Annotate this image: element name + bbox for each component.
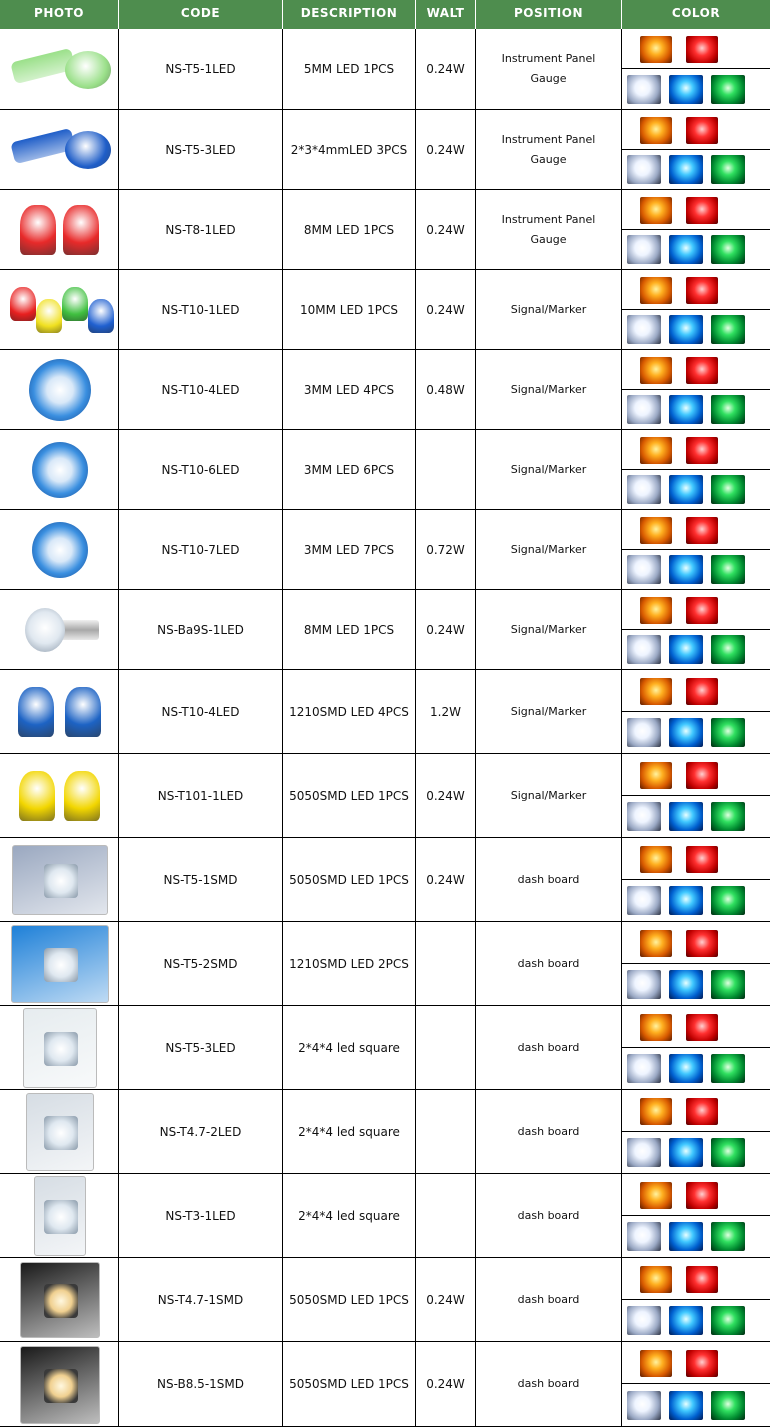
- description-cell: 3MM LED 6PCS: [283, 430, 416, 509]
- blue-led-swatch-icon: [669, 315, 703, 344]
- position-cell: Signal/Marker: [476, 754, 622, 837]
- walt-cell: 0.24W: [416, 590, 476, 669]
- position-cell: Instrument Panel Gauge: [476, 110, 622, 189]
- photo-cell: [0, 1006, 119, 1089]
- color-swatch-row-bottom: [622, 880, 770, 921]
- red-led-swatch-icon: [686, 597, 718, 624]
- bulb-shape: [32, 522, 88, 578]
- white-led-swatch-icon: [627, 155, 661, 184]
- white-led-swatch-icon: [627, 315, 661, 344]
- code-cell: NS-B8.5-1SMD: [119, 1342, 283, 1426]
- table-row: [0, 1342, 770, 1427]
- amber-led-swatch-icon: [640, 678, 672, 705]
- walt-cell: [416, 1090, 476, 1173]
- bulb-shape: [44, 1369, 78, 1403]
- red-led-swatch-icon: [686, 197, 718, 224]
- green-led-swatch-icon: [711, 635, 745, 664]
- photo-cell: [0, 1342, 119, 1426]
- red-led-swatch-icon: [686, 930, 718, 957]
- table-row: [0, 670, 770, 754]
- bulb-shape: [44, 864, 78, 898]
- red-led-swatch-icon: [686, 36, 718, 63]
- color-swatch-row-top: [622, 670, 770, 712]
- table-row: [0, 754, 770, 838]
- photo-cell: [0, 754, 119, 837]
- description-cell: 5050SMD LED 1PCS: [283, 754, 416, 837]
- table-row: [0, 1174, 770, 1258]
- color-swatch-row-top: [622, 510, 770, 550]
- table-header: [0, 0, 770, 29]
- green-led-swatch-icon: [711, 555, 745, 584]
- red-led-swatch-icon: [686, 117, 718, 144]
- red-led-swatch-icon: [686, 1014, 718, 1041]
- bulb-shape: [10, 287, 36, 321]
- table-row: [0, 1090, 770, 1174]
- bulb-shape: [44, 948, 78, 982]
- code-cell: NS-T5-1LED: [119, 29, 283, 109]
- table-row: [0, 590, 770, 670]
- walt-cell: [416, 1006, 476, 1089]
- red-led-swatch-icon: [686, 1350, 718, 1377]
- color-cell: [622, 190, 770, 269]
- green-led-swatch-icon: [711, 395, 745, 424]
- blue-led-swatch-icon: [669, 555, 703, 584]
- description-cell: 3MM LED 4PCS: [283, 350, 416, 429]
- white-led-swatch-icon: [627, 1222, 661, 1251]
- bulb-shape: [44, 1200, 78, 1234]
- photo-cell: [0, 270, 119, 349]
- t4.7-led-bulb-icon: [26, 1093, 94, 1171]
- white-led-swatch-icon: [627, 802, 661, 831]
- description-cell: 5050SMD LED 1PCS: [283, 1342, 416, 1426]
- t5-smd-bulb-icon: [12, 845, 108, 915]
- table-row: [0, 190, 770, 270]
- color-cell: [622, 1258, 770, 1341]
- color-cell: [622, 270, 770, 349]
- header-description: DESCRIPTION: [283, 0, 416, 29]
- bulb-shape: [20, 205, 56, 255]
- color-swatch-row-bottom: [622, 310, 770, 349]
- photo-cell: [0, 110, 119, 189]
- red-led-swatch-icon: [686, 357, 718, 384]
- walt-cell: [416, 430, 476, 509]
- photo-cell: [0, 1174, 119, 1257]
- color-cell: [622, 670, 770, 753]
- color-cell: [622, 1342, 770, 1426]
- amber-led-swatch-icon: [640, 930, 672, 957]
- color-cell: [622, 1090, 770, 1173]
- green-led-swatch-icon: [711, 1391, 745, 1420]
- amber-led-swatch-icon: [640, 357, 672, 384]
- red-led-swatch-icon: [686, 1098, 718, 1125]
- bulb-shape: [62, 287, 88, 321]
- color-swatch-row-bottom: [622, 470, 770, 509]
- white-led-swatch-icon: [627, 718, 661, 747]
- green-led-swatch-icon: [711, 1054, 745, 1083]
- b8.5-smd-bulb-icon: [20, 1346, 100, 1424]
- green-led-swatch-icon: [711, 802, 745, 831]
- position-cell: Signal/Marker: [476, 510, 622, 589]
- color-swatch-row-top: [622, 270, 770, 310]
- code-cell: NS-T4.7-1SMD: [119, 1258, 283, 1341]
- color-cell: [622, 754, 770, 837]
- red-led-swatch-icon: [686, 762, 718, 789]
- code-cell: NS-T5-2SMD: [119, 922, 283, 1005]
- color-swatch-row-bottom: [622, 150, 770, 189]
- description-cell: 5050SMD LED 1PCS: [283, 1258, 416, 1341]
- bulb-shape: [88, 299, 114, 333]
- bulb-shape: [44, 1032, 78, 1066]
- position-cell: dash board: [476, 1258, 622, 1341]
- table-row: [0, 29, 770, 110]
- red-led-swatch-icon: [686, 678, 718, 705]
- code-cell: NS-T10-7LED: [119, 510, 283, 589]
- blue-led-swatch-icon: [669, 395, 703, 424]
- blue-smd-bulbs-icon: [6, 679, 114, 745]
- amber-led-swatch-icon: [640, 1266, 672, 1293]
- blue-led-swatch-icon: [669, 75, 703, 104]
- color-swatch-row-top: [622, 1342, 770, 1384]
- table-row: [0, 430, 770, 510]
- walt-cell: [416, 1174, 476, 1257]
- photo-cell: [0, 838, 119, 921]
- description-cell: 8MM LED 1PCS: [283, 190, 416, 269]
- photo-cell: [0, 590, 119, 669]
- white-led-swatch-icon: [627, 635, 661, 664]
- walt-cell: 0.48W: [416, 350, 476, 429]
- table-row: [0, 270, 770, 350]
- table-row: [0, 838, 770, 922]
- position-cell: Signal/Marker: [476, 590, 622, 669]
- blue-led-swatch-icon: [669, 802, 703, 831]
- color-swatch-row-bottom: [622, 1132, 770, 1173]
- color-swatch-row-top: [622, 110, 770, 150]
- color-swatch-row-bottom: [622, 630, 770, 669]
- color-swatch-row-top: [622, 754, 770, 796]
- code-cell: NS-T5-1SMD: [119, 838, 283, 921]
- bulb-shape: [25, 608, 65, 652]
- walt-cell: 0.24W: [416, 29, 476, 109]
- green-led-swatch-icon: [711, 75, 745, 104]
- description-cell: 2*4*4 led square: [283, 1006, 416, 1089]
- black-base-smd-bulb-icon: [20, 1262, 100, 1338]
- amber-led-swatch-icon: [640, 597, 672, 624]
- color-swatch-row-top: [622, 922, 770, 964]
- red-led-swatch-icon: [686, 1266, 718, 1293]
- blue-led-swatch-icon: [669, 635, 703, 664]
- position-cell: Signal/Marker: [476, 670, 622, 753]
- white-led-swatch-icon: [627, 1138, 661, 1167]
- photo-cell: [0, 29, 119, 109]
- amber-led-swatch-icon: [640, 762, 672, 789]
- color-swatch-row-bottom: [622, 69, 770, 109]
- color-cell: [622, 110, 770, 189]
- code-cell: NS-T10-4LED: [119, 670, 283, 753]
- blue-led-swatch-icon: [669, 1306, 703, 1335]
- description-cell: 2*4*4 led square: [283, 1174, 416, 1257]
- photo-cell: [0, 510, 119, 589]
- bulb-shape: [64, 771, 100, 821]
- blue-led-swatch-icon: [669, 1054, 703, 1083]
- amber-led-swatch-icon: [640, 197, 672, 224]
- color-swatch-row-top: [622, 190, 770, 230]
- code-cell: NS-T5-3LED: [119, 1006, 283, 1089]
- position-cell: dash board: [476, 838, 622, 921]
- white-led-swatch-icon: [627, 970, 661, 999]
- position-cell: Signal/Marker: [476, 350, 622, 429]
- color-swatch-row-bottom: [622, 964, 770, 1005]
- walt-cell: 0.24W: [416, 1258, 476, 1341]
- white-led-swatch-icon: [627, 1054, 661, 1083]
- bulb-shape: [63, 205, 99, 255]
- color-swatch-row-bottom: [622, 1216, 770, 1257]
- photo-cell: [0, 1258, 119, 1341]
- red-white-wedge-bulbs-icon: [12, 195, 108, 265]
- position-cell: dash board: [476, 1006, 622, 1089]
- bulb-shape: [36, 299, 62, 333]
- bulb-base: [59, 620, 99, 640]
- color-cell: [622, 29, 770, 109]
- walt-cell: 0.24W: [416, 270, 476, 349]
- bulb-shape: [29, 359, 91, 421]
- amber-led-swatch-icon: [640, 36, 672, 63]
- header-color: COLOR: [671, 6, 721, 20]
- green-led-swatch-icon: [711, 475, 745, 504]
- color-swatch-row-bottom: [622, 230, 770, 269]
- amber-led-swatch-icon: [640, 117, 672, 144]
- red-led-swatch-icon: [686, 437, 718, 464]
- color-cell: [622, 1174, 770, 1257]
- code-cell: NS-T4.7-2LED: [119, 1090, 283, 1173]
- bulb-shape: [65, 131, 111, 169]
- white-led-swatch-icon: [627, 1306, 661, 1335]
- color-cell: [622, 430, 770, 509]
- red-led-swatch-icon: [686, 517, 718, 544]
- amber-led-swatch-icon: [640, 1014, 672, 1041]
- blue-4led-bulb-icon: [8, 355, 112, 425]
- green-led-swatch-icon: [711, 886, 745, 915]
- photo-cell: [0, 1090, 119, 1173]
- blue-wedge-led-bulb-icon: [8, 119, 112, 181]
- blue-led-swatch-icon: [669, 155, 703, 184]
- blue-6led-bulb-icon: [28, 434, 92, 506]
- walt-cell: 0.24W: [416, 1342, 476, 1426]
- white-led-swatch-icon: [627, 235, 661, 264]
- walt-cell: 0.24W: [416, 190, 476, 269]
- green-led-swatch-icon: [711, 155, 745, 184]
- walt-cell: [416, 922, 476, 1005]
- red-led-swatch-icon: [686, 1182, 718, 1209]
- table-row: [0, 350, 770, 430]
- position-cell: Instrument Panel Gauge: [476, 190, 622, 269]
- bulb-shape: [65, 687, 101, 737]
- amber-led-swatch-icon: [640, 517, 672, 544]
- color-swatch-row-top: [622, 430, 770, 470]
- description-cell: 8MM LED 1PCS: [283, 590, 416, 669]
- bulb-shape: [44, 1116, 78, 1150]
- blue-led-swatch-icon: [669, 475, 703, 504]
- code-cell: NS-T8-1LED: [119, 190, 283, 269]
- color-swatch-row-bottom: [622, 1048, 770, 1089]
- code-cell: NS-T10-1LED: [119, 270, 283, 349]
- green-wedge-led-bulb-icon: [8, 35, 112, 105]
- color-swatch-row-top: [622, 1258, 770, 1300]
- table-row: [0, 510, 770, 590]
- color-swatch-row-top: [622, 350, 770, 390]
- position-cell: dash board: [476, 1174, 622, 1257]
- green-led-swatch-icon: [711, 970, 745, 999]
- bulb-shape: [18, 687, 54, 737]
- position-cell: dash board: [476, 1342, 622, 1426]
- color-swatch-row-bottom: [622, 1300, 770, 1341]
- blue-7led-bulb-icon: [28, 514, 92, 586]
- yellow-smd-bulbs-icon: [8, 763, 112, 829]
- amber-led-swatch-icon: [640, 437, 672, 464]
- t3-led-bulb-icon: [34, 1176, 86, 1256]
- color-cell: [622, 922, 770, 1005]
- header-walt: WALT: [416, 0, 476, 29]
- color-swatch-row-top: [622, 1006, 770, 1048]
- color-swatch-row-top: [622, 1090, 770, 1132]
- color-swatch-row-top: [622, 838, 770, 880]
- red-led-swatch-icon: [686, 846, 718, 873]
- photo-cell: [0, 190, 119, 269]
- walt-cell: 0.24W: [416, 838, 476, 921]
- ba9s-bulb-icon: [15, 597, 105, 663]
- green-led-swatch-icon: [711, 1138, 745, 1167]
- header-position: POSITION: [476, 0, 622, 29]
- header-photo: PHOTO: [0, 0, 119, 29]
- blue-led-swatch-icon: [669, 1391, 703, 1420]
- description-cell: 2*3*4mmLED 3PCS: [283, 110, 416, 189]
- amber-led-swatch-icon: [640, 1182, 672, 1209]
- green-led-swatch-icon: [711, 235, 745, 264]
- code-cell: NS-T10-4LED: [119, 350, 283, 429]
- blue-led-swatch-icon: [669, 1138, 703, 1167]
- amber-led-swatch-icon: [640, 277, 672, 304]
- blue-led-swatch-icon: [669, 1222, 703, 1251]
- position-cell: Signal/Marker: [476, 430, 622, 509]
- photo-cell: [0, 430, 119, 509]
- blue-led-swatch-icon: [669, 718, 703, 747]
- description-cell: 2*4*4 led square: [283, 1090, 416, 1173]
- green-led-swatch-icon: [711, 718, 745, 747]
- code-cell: NS-T101-1LED: [119, 754, 283, 837]
- white-led-swatch-icon: [627, 555, 661, 584]
- description-cell: 5MM LED 1PCS: [283, 29, 416, 109]
- bulb-shape: [32, 442, 88, 498]
- color-cell: [622, 838, 770, 921]
- amber-led-swatch-icon: [640, 846, 672, 873]
- color-swatch-row-top: [622, 1174, 770, 1216]
- table-row: [0, 110, 770, 190]
- white-led-swatch-icon: [627, 475, 661, 504]
- color-swatch-row-bottom: [622, 390, 770, 429]
- walt-cell: 0.72W: [416, 510, 476, 589]
- position-cell: dash board: [476, 1090, 622, 1173]
- code-cell: NS-Ba9S-1LED: [119, 590, 283, 669]
- color-cell: [622, 510, 770, 589]
- bulb-shape: [19, 771, 55, 821]
- photo-cell: [0, 670, 119, 753]
- t5-2smd-bulb-icon: [11, 925, 109, 1003]
- color-cell: [622, 590, 770, 669]
- table-row: [0, 1258, 770, 1342]
- amber-led-swatch-icon: [640, 1098, 672, 1125]
- multicolor-wedge-bulbs-icon: [4, 280, 116, 340]
- photo-cell: [0, 350, 119, 429]
- color-swatch-row-bottom: [622, 712, 770, 753]
- description-cell: 10MM LED 1PCS: [283, 270, 416, 349]
- color-swatch-row-top: [622, 590, 770, 630]
- color-swatch-row-bottom: [622, 1384, 770, 1426]
- blue-led-swatch-icon: [669, 970, 703, 999]
- walt-cell: 0.24W: [416, 754, 476, 837]
- blue-led-swatch-icon: [669, 886, 703, 915]
- position-cell: Signal/Marker: [476, 270, 622, 349]
- white-led-swatch-icon: [627, 75, 661, 104]
- description-cell: 1210SMD LED 4PCS: [283, 670, 416, 753]
- bulb-shape: [44, 1284, 78, 1318]
- table-row: [0, 1006, 770, 1090]
- description-cell: 5050SMD LED 1PCS: [283, 838, 416, 921]
- red-led-swatch-icon: [686, 277, 718, 304]
- code-cell: NS-T5-3LED: [119, 110, 283, 189]
- code-cell: NS-T3-1LED: [119, 1174, 283, 1257]
- color-swatch-row-top: [622, 29, 770, 69]
- table-row: [0, 922, 770, 1006]
- color-cell: [622, 350, 770, 429]
- position-cell: Instrument Panel Gauge: [476, 29, 622, 109]
- green-led-swatch-icon: [711, 1222, 745, 1251]
- square-led-bulb-icon: [23, 1008, 97, 1088]
- color-cell: [622, 1006, 770, 1089]
- description-cell: 1210SMD LED 2PCS: [283, 922, 416, 1005]
- color-swatch-row-bottom: [622, 796, 770, 837]
- header-code: CODE: [119, 0, 283, 29]
- photo-cell: [0, 922, 119, 1005]
- white-led-swatch-icon: [627, 395, 661, 424]
- bulb-shape: [65, 51, 111, 89]
- green-led-swatch-icon: [711, 1306, 745, 1335]
- white-led-swatch-icon: [627, 1391, 661, 1420]
- code-cell: NS-T10-6LED: [119, 430, 283, 509]
- white-led-swatch-icon: [627, 886, 661, 915]
- walt-cell: 0.24W: [416, 110, 476, 189]
- color-swatch-row-bottom: [622, 550, 770, 589]
- position-cell: dash board: [476, 922, 622, 1005]
- description-cell: 3MM LED 7PCS: [283, 510, 416, 589]
- blue-led-swatch-icon: [669, 235, 703, 264]
- walt-cell: 1.2W: [416, 670, 476, 753]
- green-led-swatch-icon: [711, 315, 745, 344]
- amber-led-swatch-icon: [640, 1350, 672, 1377]
